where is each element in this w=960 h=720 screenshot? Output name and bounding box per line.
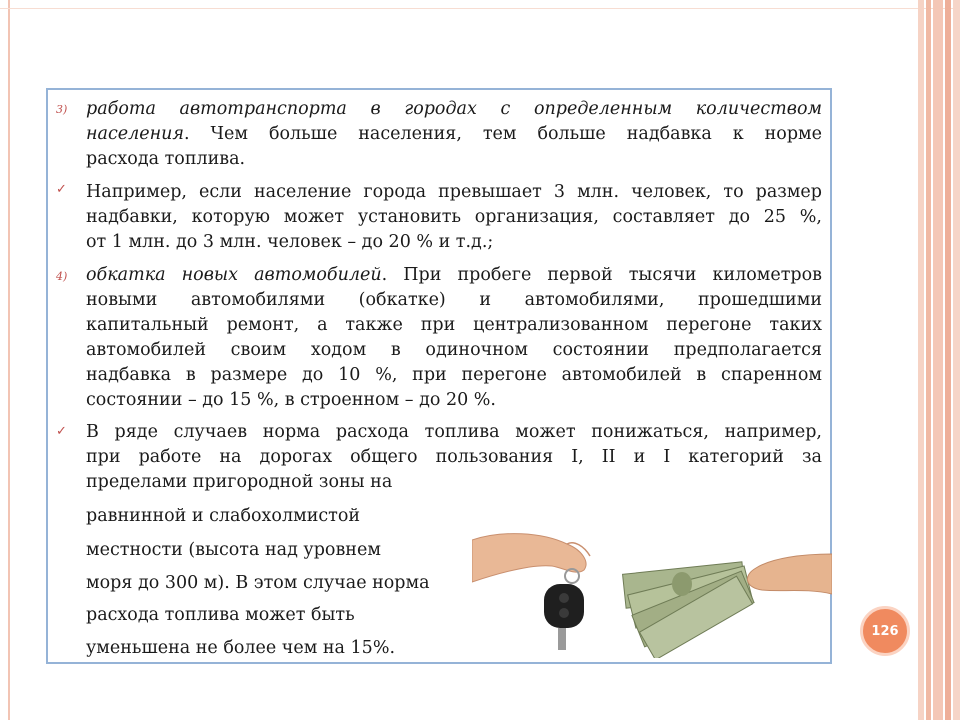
hand-right-icon [747,554,832,594]
bullet-1-line: Например, если население города превышает 3 млн. человек, то размер [86,182,822,202]
bullet-1-line: от 1 млн. до 3 млн. человек – до 20 % и т.д.; [86,232,494,252]
item-4-line-1 [86,263,822,288]
bullet-2-short-line: моря до 300 м). В этом случае норма [86,573,430,593]
item-4-line: автомобилей своим ходом в одиночном состоянии предполагается [86,340,822,360]
decor-stripe [945,0,951,720]
bullet-2-short-line: равнинной и слабохолмистой [86,506,361,526]
decor-stripe [953,0,960,720]
item-3-line-2 [86,122,822,147]
decor-stripe [933,0,943,720]
bullet-2-short-line: уменьшена не более чем на 15%. [86,638,396,658]
item-3-line-1: работа автотранспорта в городах с определенным количеством [86,99,822,119]
keys-and-money-illustration [472,510,832,658]
money-icon [623,562,755,658]
bullet-1-check-icon: ✓ [56,182,67,197]
item-4-paragraph [86,263,822,413]
item-4-marker: 4) [56,270,68,283]
top-border-line [0,8,960,9]
item-4-line-1-italic: обкатка новых автомобилей [86,265,382,285]
item-3-line-2-italic: населения [86,124,185,144]
bullet-1-line: надбавки, которую может установить организация, составляет до 25 %, [86,207,822,227]
bullet-2-line: при работе на дорогах общего пользования I, II и I категорий за [86,447,822,467]
bullet-2-paragraph [86,420,822,470]
bullet-2-short-line: пределами пригородной зоны на [86,472,393,492]
bullet-1-paragraph [86,180,822,255]
car-key-icon [544,584,584,628]
decor-stripe [918,0,924,720]
item-4-line: новыми автомобилями (обкатке) и автомобилями, прошедшими [86,290,822,310]
left-border-line [8,0,10,720]
bullet-2-line: В ряде случаев норма расхода топлива может понижаться, например, [86,422,822,442]
bullet-2-check-icon: ✓ [56,424,67,439]
page-number-badge: 126 [860,606,910,656]
decor-stripe [926,0,931,720]
item-4-line: надбавка в размере до 10 %, при перегоне автомобилей в спаренном [86,365,822,385]
item-3-marker: 3) [56,103,68,116]
bullet-2-short-line: местности (высота над уровнем [86,540,381,560]
item-4-line-1-rest: . При пробеге первой тысячи километров [381,265,823,285]
item-3-line-3: расхода топлива. [86,149,246,169]
item-3-paragraph [86,97,822,172]
item-4-line: капитальный ремонт, а также при централизованном перегоне таких [86,315,822,335]
item-3-line-2-rest: . Чем больше населения, тем больше надбавка к норме [184,124,822,144]
bullet-2-short-line: расхода топлива может быть [86,605,355,625]
item-4-line: состоянии – до 15 %, в строенном – до 20 %. [86,390,496,410]
hand-left-icon [472,534,586,582]
